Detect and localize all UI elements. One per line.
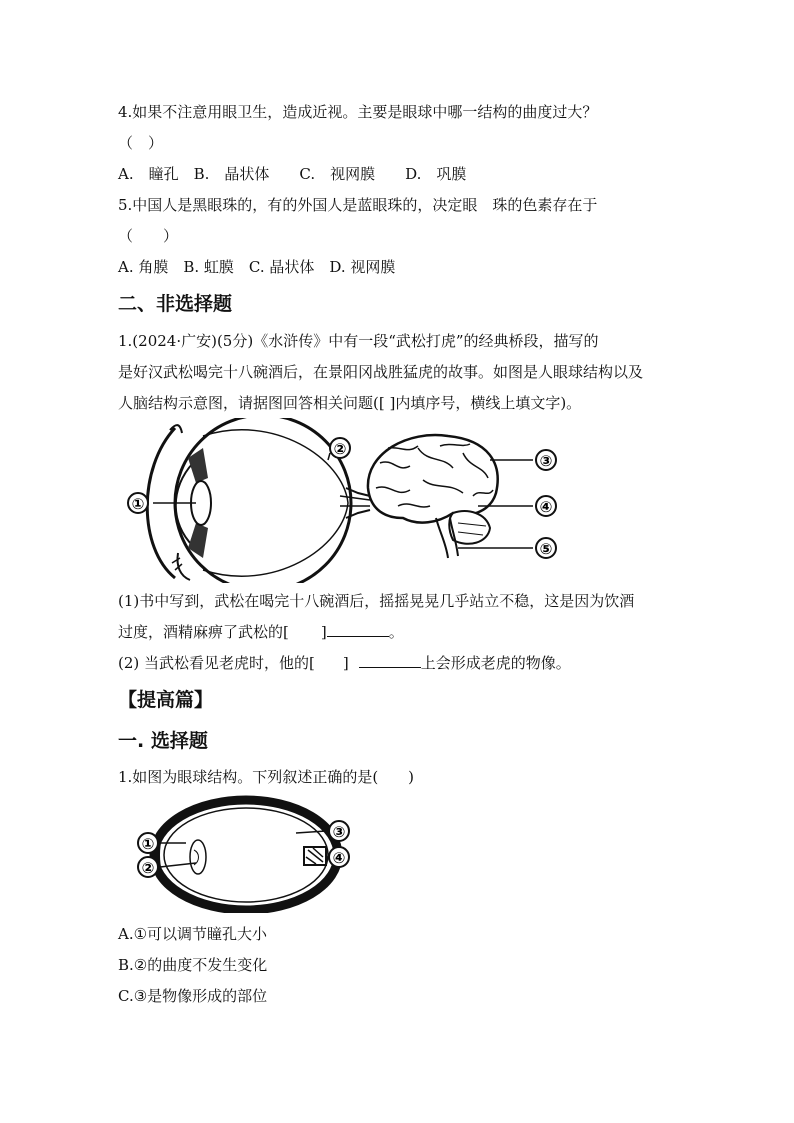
aq1-stem: 1.如图为眼球结构。下列叙述正确的是( ) [118,768,415,786]
aq1-option-c: C.③是物像形成的部位 [118,987,268,1005]
section-heading-choice: 一. 选择题 [118,730,208,752]
q5-options: A. 角膜 B. 虹膜 C. 晶状体 D. 视网膜 [118,258,396,276]
nq1-line-1: 1.(2024·广安)(5分)《水浒传》中有一段“武松打虎”的经典桥段，描写的 [118,332,599,350]
sub1-text-b: ] [320,623,327,641]
q5-answer-paren: （ ） [118,227,179,245]
q4-stem: 4.如果不注意用眼卫生，造成近视。主要是眼球中哪一结构的曲度过大？ [118,103,598,121]
aq1-label-3: ③ [332,823,346,841]
aq1-label-1: ① [141,835,155,853]
sub2-text-c: 上会形成老虎的物像。 [420,654,571,672]
aq1-option-a: A.①可以调节瞳孔大小 [118,925,268,943]
eye-diagram [128,418,370,583]
sub1-text-a: 过度，酒精麻痹了武松的[ [118,623,289,641]
nq1-sub1-line-2 [118,622,404,642]
aq1-label-4: ④ [332,849,346,867]
brain-label-5: ⑤ [539,540,553,558]
q4-answer-paren: （ ） [118,134,164,152]
eye-brain-figure [118,418,578,583]
eye-label-2: ② [333,440,347,458]
aq1-label-2: ② [141,859,155,877]
nq1-line-3: 人脑结构示意图，请据图回答相关问题([ ]内填序号，横线上填文字)。 [118,394,582,412]
sub2-text-a: (2) 当武松看见老虎时，他的[ [118,654,315,672]
sub2-text-b: ] [342,654,349,672]
q4-options: A. 瞳孔 B. 晶状体 C. 视网膜 D. 巩膜 [118,165,467,183]
sub1-text-c: 。 [388,623,404,641]
sub1-answer-blank[interactable] [327,622,389,637]
brain-label-4: ④ [539,498,553,516]
aq1-option-b: B.②的曲度不发生变化 [118,956,268,974]
sub2-answer-blank[interactable] [359,653,421,668]
advanced-heading: 【提高篇】 [118,689,214,711]
eye-structure-figure [118,795,358,913]
nq1-sub2 [118,653,571,673]
nq1-line-2: 是好汉武松喝完十八碗酒后，在景阳冈战胜猛虎的故事。如图是人眼球结构以及 [118,363,644,381]
brain-label-3: ③ [539,452,553,470]
eye-label-1: ① [131,495,145,513]
brain-diagram [368,435,556,558]
section-heading-non-choice: 二、非选择题 [118,293,233,315]
nq1-sub1-line-1: (1)书中写到，武松在喝完十八碗酒后，摇摇晃晃几乎站立不稳，这是因为饮酒 [118,592,635,610]
q5-stem: 5.中国人是黑眼珠的，有的外国人是蓝眼珠的，决定眼 珠的色素存在于 [118,196,598,214]
